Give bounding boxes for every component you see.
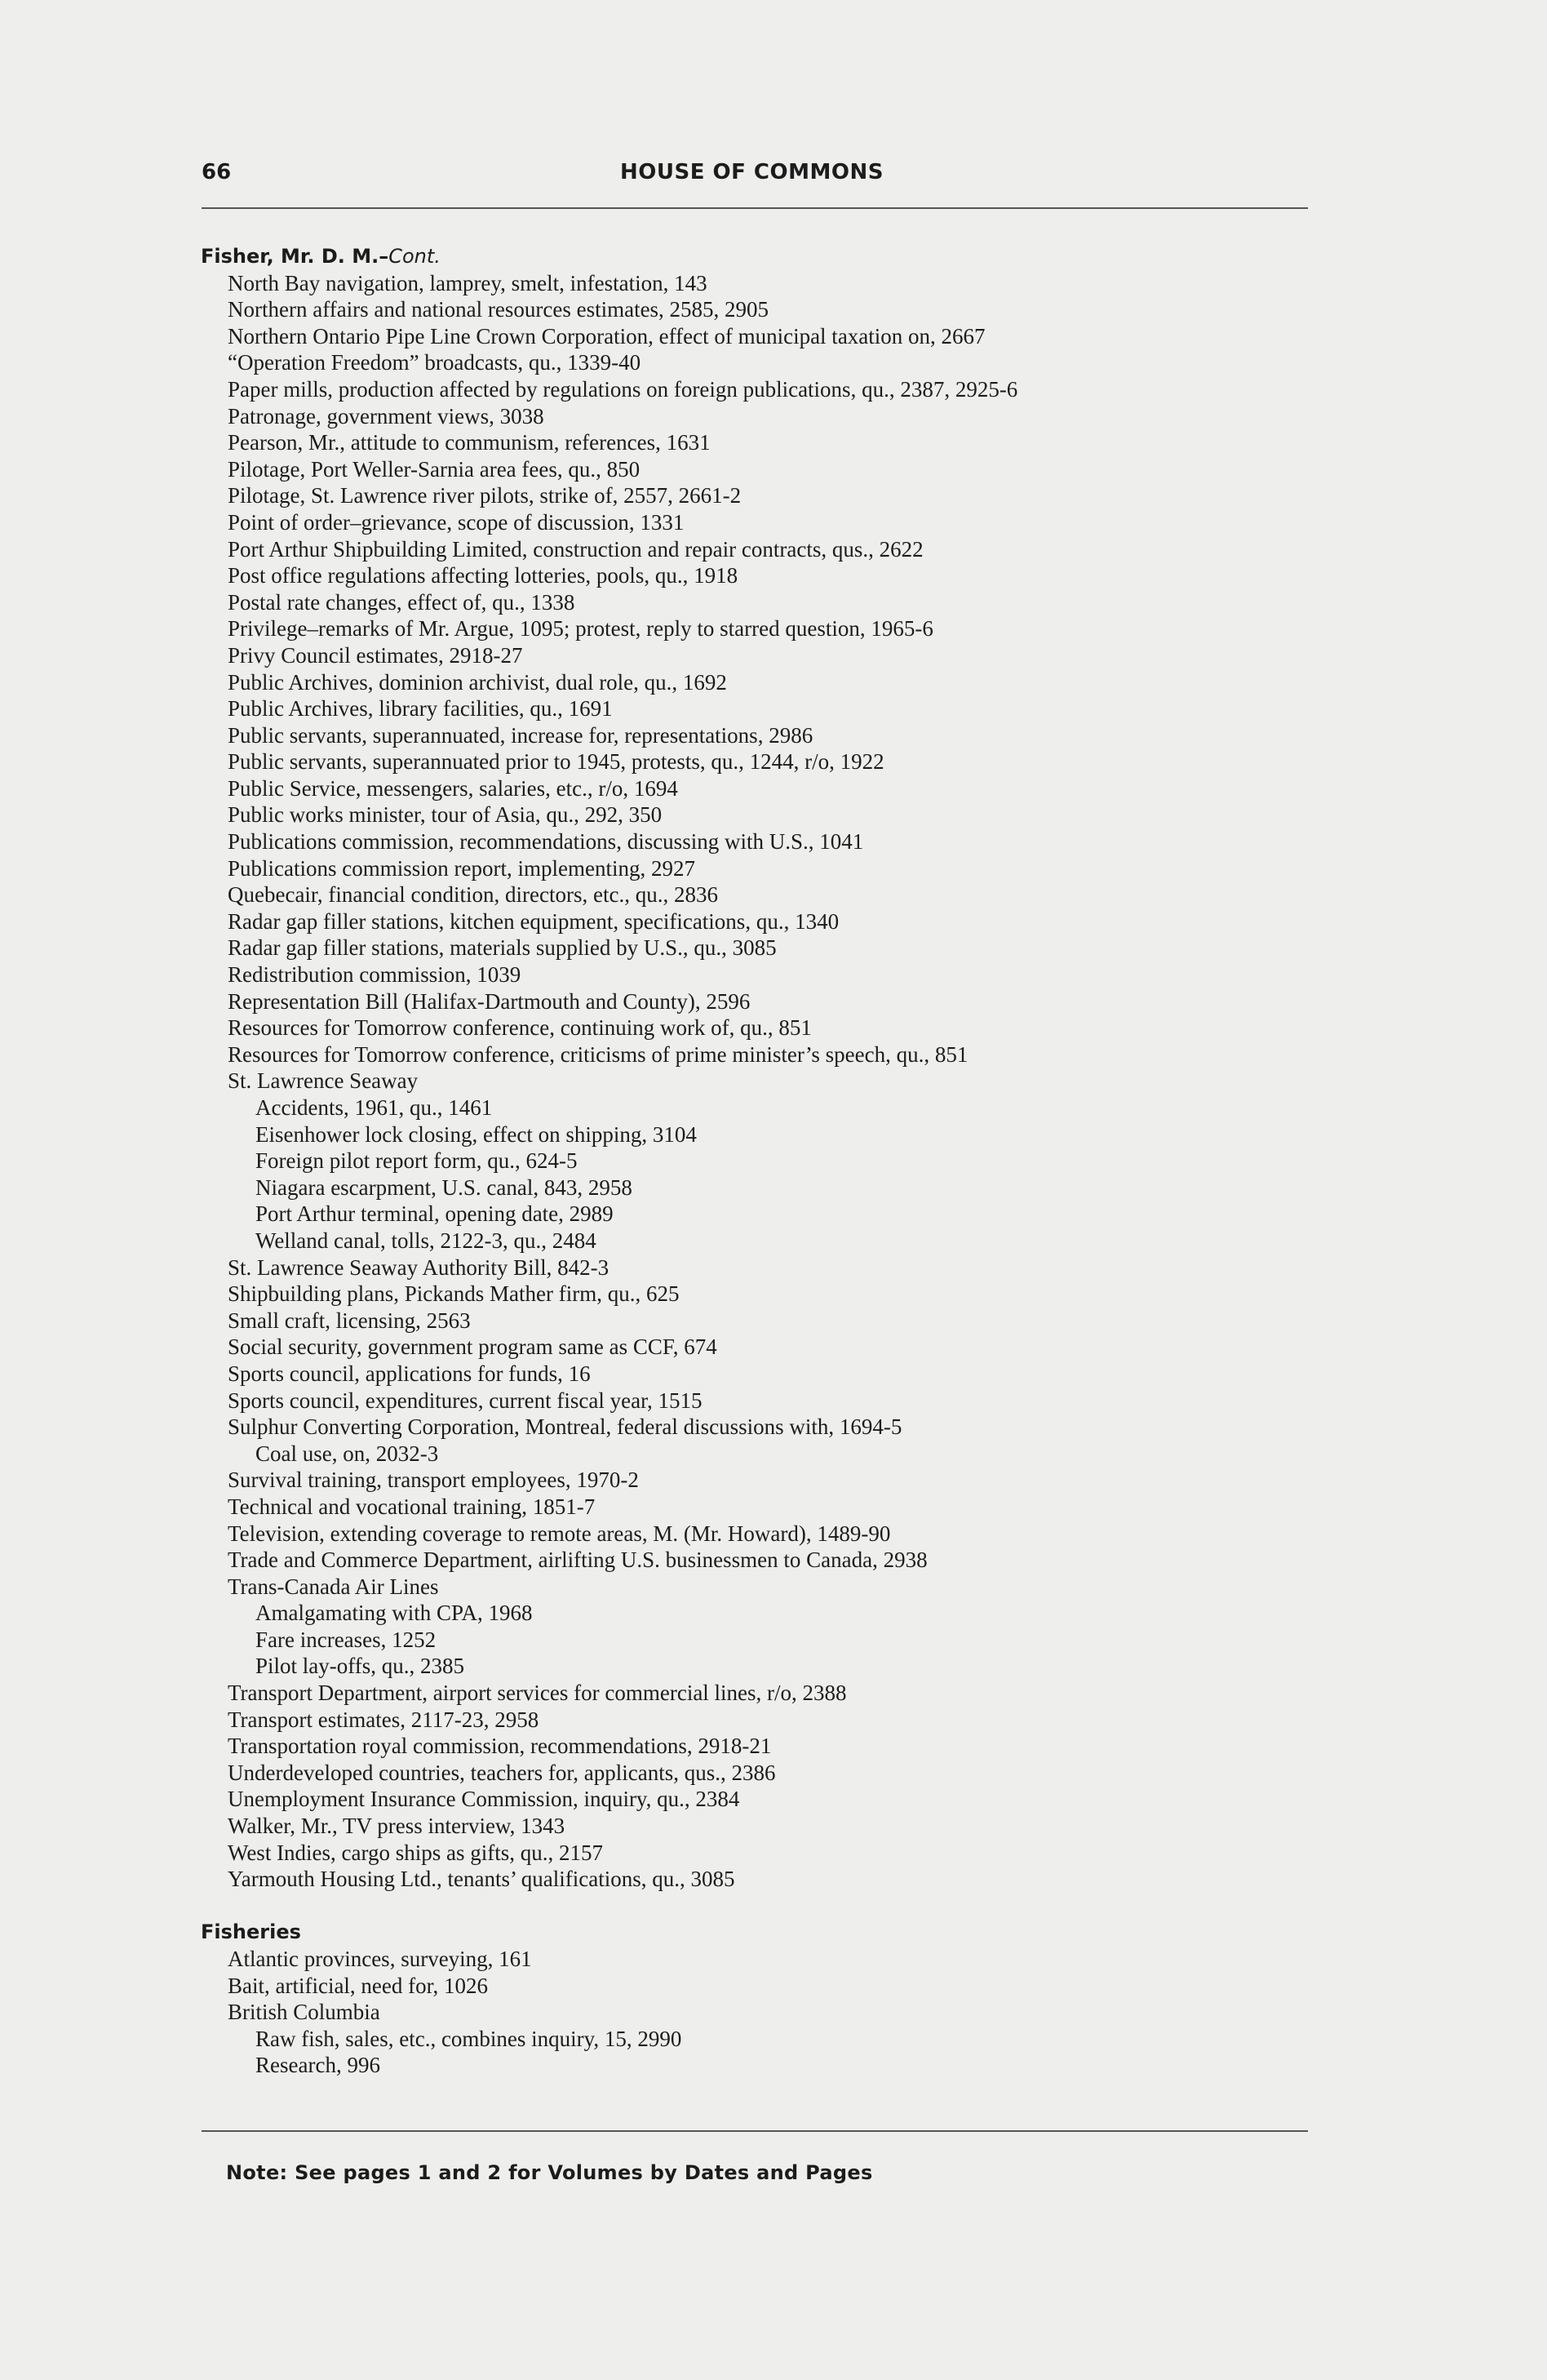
index-entry: Television, extending coverage to remote areas, M. (Mr. Howard), 1489-90: [228, 1521, 891, 1546]
index-entry: Sulphur Converting Corporation, Montreal, federal discussions with, 1694-5: [228, 1414, 902, 1440]
index-subentry: Pilot lay-offs, qu., 2385: [255, 1654, 464, 1679]
index-entry: Bait, artificial, need for, 1026: [228, 1973, 489, 1998]
index-entry: Paper mills, production affected by regulations on foreign publications, qu., 2387, 2925-6: [228, 376, 1018, 402]
index-heading: [201, 243, 1310, 270]
index-heading-label: Fisher, Mr. D. M.: [201, 245, 379, 268]
index-list: [201, 243, 1310, 2079]
page-title: HOUSE OF COMMONS: [620, 160, 884, 184]
index-entry: British Columbia: [228, 2000, 380, 2025]
index-entry: Northern affairs and national resources estimates, 2585, 2905: [228, 297, 769, 322]
index-entry: West Indies, cargo ships as gifts, qu., 2157: [228, 1840, 604, 1865]
index-entry: Resources for Tomorrow conference, criticisms of prime minister’s speech, qu., 851: [228, 1041, 969, 1067]
index-entry: Public Service, messengers, salaries, etc., r/o, 1694: [228, 775, 678, 801]
index-entry: Pilotage, St. Lawrence river pilots, strike of, 2557, 2661-2: [228, 483, 742, 508]
index-entry: Shipbuilding plans, Pickands Mather firm, qu., 625: [228, 1281, 680, 1307]
page-number: 66: [202, 160, 232, 184]
index-entry: Privilege–remarks of Mr. Argue, 1095; protest, reply to starred question, 1965-6: [228, 616, 933, 642]
index-entry: Pilotage, Port Weller-Sarnia area fees, qu., 850: [228, 456, 641, 482]
index-entry: Radar gap filler stations, kitchen equipment, specifications, qu., 1340: [228, 908, 840, 934]
index-entry: Public works minister, tour of Asia, qu., 292, 350: [228, 802, 663, 828]
index-subentry: Welland canal, tolls, 2122-3, qu., 2484: [255, 1228, 596, 1253]
index-entry: Privy Council estimates, 2918-27: [228, 642, 523, 668]
index-entry: Publications commission report, implementing, 2927: [228, 855, 695, 881]
index-entry: Transportation royal commission, recommendations, 2918-21: [228, 1734, 772, 1759]
header-divider: [202, 207, 1308, 209]
index-entry: Underdeveloped countries, teachers for, applicants, qus., 2386: [228, 1760, 776, 1785]
index-entry: Transport Department, airport services for commercial lines, r/o, 2388: [228, 1681, 847, 1706]
index-entry: Small craft, licensing, 2563: [228, 1308, 471, 1333]
index-entry: Pearson, Mr., attitude to communism, references, 1631: [228, 430, 711, 455]
index-entry: North Bay navigation, lamprey, smelt, infestation, 143: [228, 270, 707, 295]
section-gap: [201, 1893, 1310, 1920]
index-entry: Public Archives, dominion archivist, dual role, qu., 1692: [228, 669, 727, 695]
index-entry: Post office regulations affecting lotteries, pools, qu., 1918: [228, 563, 738, 588]
index-subentry: Niagara escarpment, U.S. canal, 843, 2958: [255, 1174, 632, 1200]
index-entry: Social security, government program same as CCF, 674: [228, 1334, 717, 1360]
index-entry: Transport estimates, 2117-23, 2958: [228, 1707, 539, 1732]
index-heading: [201, 1919, 1310, 1946]
index-entry: Walker, Mr., TV press interview, 1343: [228, 1814, 565, 1839]
index-entry: Sports council, applications for funds, 16: [228, 1361, 591, 1386]
index-subentry: Eisenhower lock closing, effect on shipping, 3104: [255, 1121, 697, 1147]
heading-continued: Cont.: [388, 245, 441, 268]
footer-divider: [202, 2130, 1308, 2132]
index-entry: Publications commission, recommendations, discussing with U.S., 1041: [228, 829, 864, 855]
index-entry: St. Lawrence Seaway: [228, 1068, 419, 1094]
index-heading-label: Fisheries: [201, 1920, 301, 1944]
index-entry: Redistribution commission, 1039: [228, 962, 521, 988]
index-entry: St. Lawrence Seaway Authority Bill, 842-3: [228, 1254, 609, 1280]
index-entry: Trans-Canada Air Lines: [228, 1574, 439, 1599]
index-subentry: Coal use, on, 2032-3: [255, 1441, 439, 1466]
index-entry: Resources for Tomorrow conference, continuing work of, qu., 851: [228, 1015, 812, 1041]
index-entry: Port Arthur Shipbuilding Limited, construction and repair contracts, qus., 2622: [228, 536, 924, 562]
index-entry: Atlantic provinces, surveying, 161: [228, 1947, 532, 1971]
page-header: [202, 160, 1308, 196]
index-entry: Point of order–grievance, scope of discussion, 1331: [228, 509, 685, 535]
index-subentry: Port Arthur terminal, opening date, 2989: [255, 1201, 614, 1227]
heading-dash: –: [379, 245, 389, 268]
index-entry: Yarmouth Housing Ltd., tenants’ qualifications, qu., 3085: [228, 1867, 735, 1892]
index-subentry: Amalgamating with CPA, 1968: [255, 1601, 533, 1626]
footer-note: Note: See pages 1 and 2 for Volumes by Dates and Pages: [226, 2161, 873, 2184]
index-entry: Postal rate changes, effect of, qu., 1338: [228, 589, 575, 615]
index-entry: Trade and Commerce Department, airlifting U.S. businessmen to Canada, 2938: [228, 1547, 928, 1573]
index-entry: “Operation Freedom” broadcasts, qu., 1339-40: [228, 350, 641, 375]
index-subentry: Foreign pilot report form, qu., 624-5: [255, 1148, 578, 1174]
index-entry: Public Archives, library facilities, qu., 1691: [228, 696, 613, 722]
index-subentry: Fare increases, 1252: [255, 1627, 437, 1652]
index-entry: Patronage, government views, 3038: [228, 403, 544, 428]
index-entry: Representation Bill (Halifax-Dartmouth and County), 2596: [228, 988, 751, 1014]
index-entry: Public servants, superannuated, increase for, representations, 2986: [228, 722, 813, 748]
index-entry: Survival training, transport employees, 1970-2: [228, 1468, 639, 1493]
index-subentry: Raw fish, sales, etc., combines inquiry, 15, 2990: [255, 2026, 682, 2051]
index-entry: Sports council, expenditures, current fiscal year, 1515: [228, 1388, 703, 1413]
index-subentry: Accidents, 1961, qu., 1461: [255, 1095, 493, 1120]
index-entry: Northern Ontario Pipe Line Crown Corporation, effect of municipal taxation on, 2667: [228, 323, 986, 349]
index-entry: Technical and vocational training, 1851-7: [228, 1494, 596, 1519]
index-entry: Public servants, superannuated prior to 1945, protests, qu., 1244, r/o, 1922: [228, 749, 884, 775]
index-entry: Unemployment Insurance Commission, inquiry, qu., 2384: [228, 1787, 740, 1812]
index-entry: Radar gap filler stations, materials supplied by U.S., qu., 3085: [228, 935, 777, 961]
index-subentry: Research, 996: [255, 2053, 380, 2078]
index-entry: Quebecair, financial condition, directors, etc., qu., 2836: [228, 882, 718, 908]
